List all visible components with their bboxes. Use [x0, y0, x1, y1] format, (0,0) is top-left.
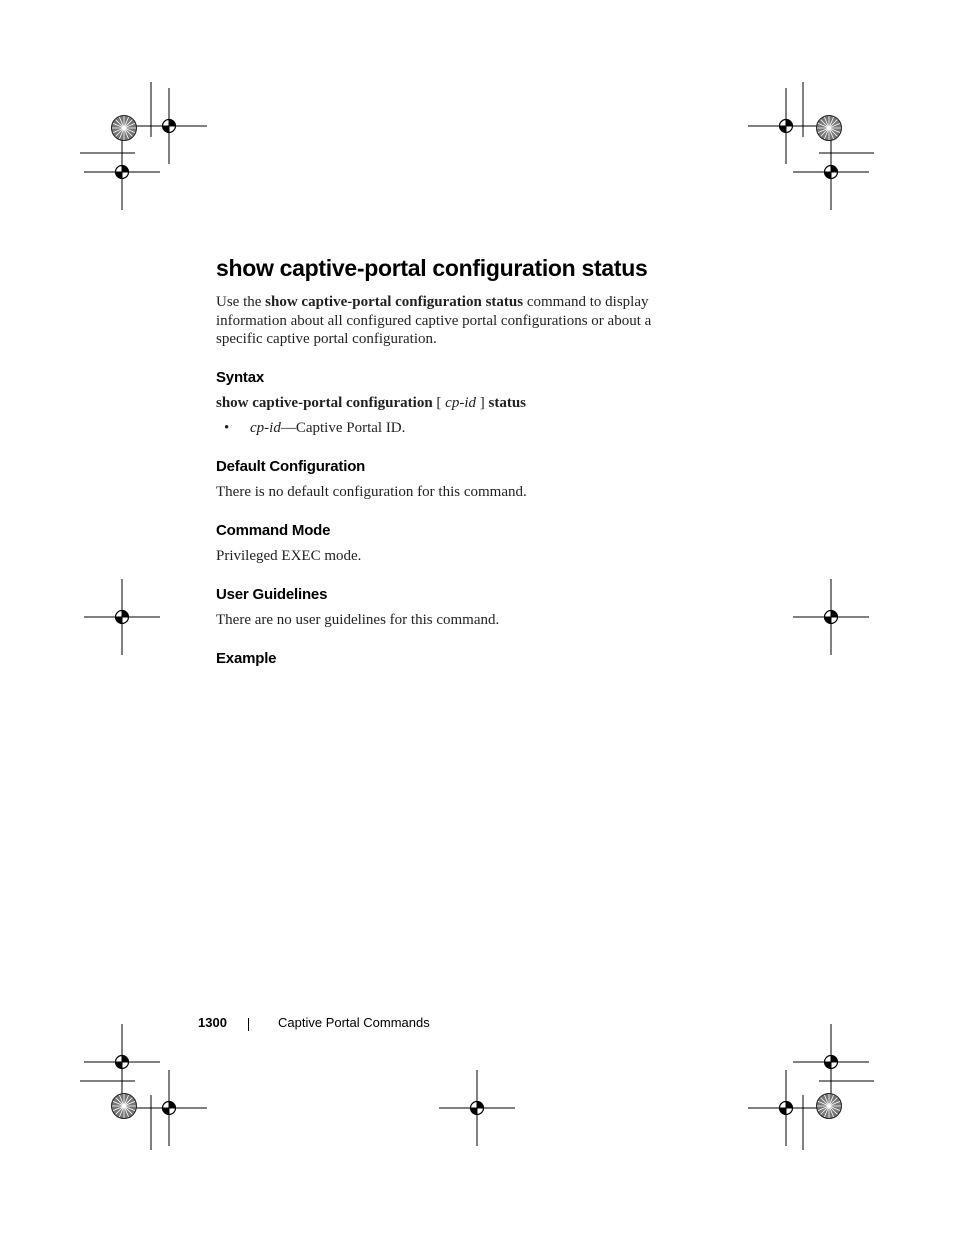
syntax-command-pre: show captive-portal configuration	[216, 395, 433, 411]
syntax-heading: Syntax	[216, 369, 264, 386]
command-mode-heading: Command Mode	[216, 522, 331, 539]
page-footer	[0, 1015, 954, 1035]
intro-before: Use the	[216, 294, 266, 310]
page-number: 1300	[198, 1015, 227, 1030]
syntax-command-post: status	[488, 395, 527, 411]
default-configuration-heading: Default Configuration	[216, 458, 366, 475]
bullet-desc: —Captive Portal ID.	[280, 420, 406, 436]
syntax-open-bracket: [	[432, 395, 446, 411]
default-configuration-text: There is no default configuration for this command.	[216, 484, 527, 500]
bullet-param: cp-id	[250, 420, 281, 436]
footer-section-title: Captive Portal Commands	[278, 1015, 430, 1030]
intro-after: command to display information about all configured captive portal configurations or about a specific captive portal configuration.	[216, 294, 652, 347]
intro-paragraph	[216, 293, 696, 349]
intro-command: show captive-portal configuration status	[265, 294, 524, 310]
syntax-param: cp-id	[445, 395, 476, 411]
syntax-command	[216, 395, 526, 412]
bullet-glyph: •	[224, 420, 230, 436]
user-guidelines-text: There are no user guidelines for this command.	[216, 612, 500, 628]
user-guidelines-heading: User Guidelines	[216, 586, 328, 603]
page-title: show captive-portal configuration status	[216, 255, 648, 281]
example-heading: Example	[216, 650, 277, 667]
footer-separator	[248, 1018, 249, 1031]
command-mode-text: Privileged EXEC mode.	[216, 548, 362, 564]
syntax-close-bracket: ]	[476, 395, 489, 411]
syntax-param-bullet	[224, 420, 405, 437]
